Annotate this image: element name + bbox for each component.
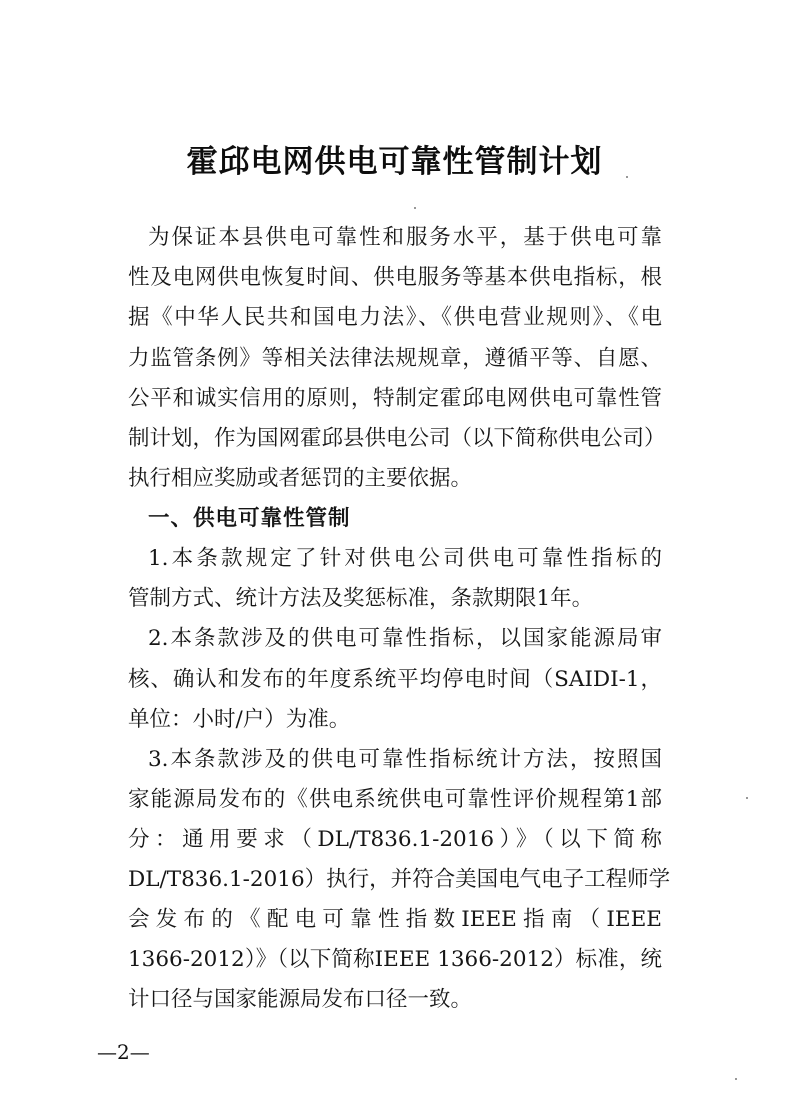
scan-speck xyxy=(746,797,748,799)
paragraph-line: 1366-2012）》（以下简称IEEE 1366-2012）标准，统 xyxy=(128,947,662,972)
document-title: 霍邱电网供电可靠性管制计划 xyxy=(186,144,603,180)
paragraph-line: DL/T836.1-2016）执行，并符合美国电气电子工程师学 xyxy=(128,867,671,892)
page-number: —2— xyxy=(97,1040,150,1064)
paragraph-line: 单位：小时/户）为准。 xyxy=(128,707,351,732)
paragraph-line: 性及电网供电恢复时间、供电服务等基本供电指标，根 xyxy=(128,265,662,290)
scan-speck xyxy=(626,176,628,178)
paragraph-line: 为保证本县供电可靠性和服务水平，基于供电可靠 xyxy=(148,225,662,250)
paragraph-line: 制计划，作为国网霍邱县供电公司（以下简称供电公司） xyxy=(128,426,666,451)
paragraph-line: 据《中华人民共和国电力法》、《供电营业规则》、《电 xyxy=(128,305,662,330)
paragraph-line: 家能源局发布的《供电系统供电可靠性评价规程第1部 xyxy=(128,787,662,812)
paragraph-line: 核、确认和发布的年度系统平均停电时间（SAIDI-1， xyxy=(128,667,662,692)
paragraph-line: 计口径与国家能源局发布口径一致。 xyxy=(128,987,473,1012)
scan-speck xyxy=(735,1078,737,1080)
section-heading: 一、供电可靠性管制 xyxy=(148,506,351,531)
paragraph-line: 1.本条款规定了针对供电公司供电可靠性指标的 xyxy=(148,546,662,571)
paragraph-line: 分：通用要求（DL/T836.1-2016）》（以下简称 xyxy=(128,827,662,852)
paragraph-line: 力监管条例》等相关法律法规规章，遵循平等、自愿、 xyxy=(128,346,662,371)
paragraph-line: 2.本条款涉及的供电可靠性指标，以国家能源局审 xyxy=(148,626,662,651)
paragraph-line: 3.本条款涉及的供电可靠性指标统计方法，按照国 xyxy=(148,747,662,772)
paragraph-line: 会发布的《配电可靠性指数IEEE指南（IEEE xyxy=(128,907,662,932)
paragraph-line: 管制方式、统计方法及奖惩标准，条款期限1年。 xyxy=(128,586,594,611)
paragraph-line: 执行相应奖励或者惩罚的主要依据。 xyxy=(128,466,473,491)
paragraph-line: 公平和诚实信用的原则，特制定霍邱电网供电可靠性管 xyxy=(128,386,662,411)
scan-speck xyxy=(414,207,416,209)
